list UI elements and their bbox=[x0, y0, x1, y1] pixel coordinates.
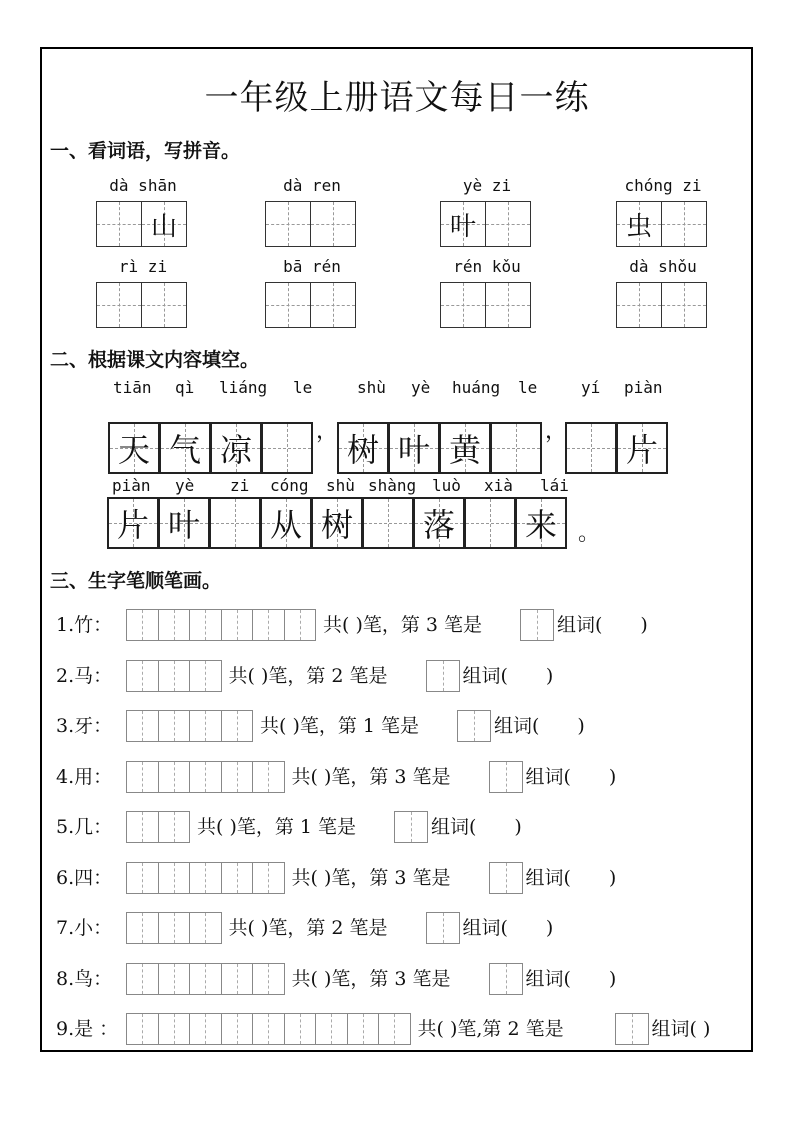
tianzige-cell[interactable] bbox=[515, 497, 567, 549]
word-grid[interactable] bbox=[96, 282, 187, 328]
stroke-count-text: 共( )笔，第 3 笔是 bbox=[291, 765, 451, 788]
pinyin-syllable: liáng bbox=[219, 378, 268, 397]
stroke-row bbox=[56, 963, 746, 997]
tianzige-cell[interactable] bbox=[616, 422, 668, 474]
stroke-row bbox=[56, 609, 746, 643]
tianzige-cell[interactable] bbox=[159, 422, 211, 474]
stroke-answer-box[interactable] bbox=[615, 1013, 649, 1045]
stroke-cell[interactable] bbox=[221, 963, 254, 995]
stroke-row bbox=[56, 761, 746, 795]
stroke-row bbox=[56, 1013, 746, 1047]
word-pinyin: yè zi bbox=[462, 176, 512, 195]
stroke-cell[interactable] bbox=[158, 862, 191, 894]
pinyin-syllable: zi bbox=[230, 476, 250, 495]
cell-char: 叶 bbox=[397, 431, 430, 469]
cell-char bbox=[492, 424, 540, 472]
word-grid[interactable] bbox=[265, 201, 356, 247]
cell-char bbox=[662, 283, 706, 327]
stroke-order-grid[interactable] bbox=[126, 912, 222, 944]
stroke-cell[interactable] bbox=[158, 660, 191, 692]
tianzige-cell[interactable] bbox=[96, 282, 142, 328]
tianzige-cell[interactable] bbox=[661, 201, 707, 247]
tianzige-cell[interactable] bbox=[440, 201, 486, 247]
stroke-cell[interactable] bbox=[126, 710, 159, 742]
stroke-cell[interactable] bbox=[221, 710, 254, 742]
word-group-text: 组词( ) bbox=[525, 967, 617, 990]
cell-char: 树 bbox=[320, 506, 353, 544]
stroke-cell[interactable] bbox=[126, 1013, 159, 1045]
pinyin-syllable: luò bbox=[432, 476, 461, 495]
tianzige-cell[interactable] bbox=[107, 497, 159, 549]
stroke-count-text: 共( )笔,第 2 笔是 bbox=[417, 1018, 564, 1040]
word-pinyin: chóng zi bbox=[624, 176, 702, 195]
stroke-count-text: 共( )笔，第 2 笔是 bbox=[228, 917, 388, 939]
stroke-row-label: 4.用： bbox=[56, 765, 113, 788]
word-grid[interactable] bbox=[440, 201, 531, 247]
tianzige-cell[interactable] bbox=[485, 282, 531, 328]
tianzige-cell[interactable] bbox=[108, 422, 160, 474]
cell-char: 树 bbox=[346, 431, 379, 469]
cell-char: 天 bbox=[117, 431, 150, 469]
cell-char: 虫 bbox=[625, 211, 652, 242]
stroke-cell[interactable] bbox=[126, 862, 159, 894]
cell-char: 凉 bbox=[219, 431, 252, 469]
page-title: 一年级上册语文每日一练 bbox=[204, 78, 590, 118]
period-mark: 。 bbox=[578, 521, 601, 546]
cell-char bbox=[97, 202, 141, 246]
stroke-answer-box[interactable] bbox=[489, 761, 523, 793]
cell-char bbox=[364, 499, 412, 547]
tianzige-cell[interactable] bbox=[141, 282, 187, 328]
stroke-answer-box[interactable] bbox=[457, 710, 491, 742]
stroke-cell[interactable] bbox=[126, 963, 159, 995]
stroke-cell[interactable] bbox=[189, 912, 222, 944]
word-group-text: 组词( ) bbox=[557, 614, 648, 636]
sentence-grid[interactable] bbox=[565, 422, 668, 474]
stroke-cell[interactable] bbox=[252, 963, 285, 995]
cell-char: 从 bbox=[269, 506, 302, 544]
tianzige-cell[interactable] bbox=[265, 282, 311, 328]
stroke-row-label: 3.牙： bbox=[56, 715, 113, 737]
stroke-order-grid[interactable] bbox=[126, 862, 285, 894]
word-group-text: 组词( ) bbox=[462, 917, 554, 939]
tianzige-cell[interactable] bbox=[616, 282, 662, 328]
stroke-answer-box[interactable] bbox=[489, 862, 523, 894]
cell-char: 落 bbox=[422, 506, 455, 544]
stroke-cell[interactable] bbox=[221, 609, 254, 641]
stroke-row bbox=[56, 811, 746, 845]
stroke-cell[interactable] bbox=[158, 710, 191, 742]
stroke-cell[interactable] bbox=[158, 1013, 191, 1045]
stroke-row bbox=[56, 660, 746, 694]
word-grid[interactable] bbox=[616, 282, 707, 328]
stroke-count-text: 共( )笔，第 3 笔是 bbox=[291, 967, 451, 990]
worksheet-frame bbox=[40, 47, 753, 1052]
tianzige-cell[interactable] bbox=[260, 497, 312, 549]
sentence-grid[interactable] bbox=[108, 422, 313, 474]
pinyin-syllable: yè bbox=[175, 476, 195, 495]
stroke-cell[interactable] bbox=[158, 811, 191, 843]
tianzige-cell[interactable] bbox=[310, 201, 356, 247]
stroke-cell[interactable] bbox=[284, 1013, 317, 1045]
stroke-order-grid[interactable] bbox=[126, 660, 222, 692]
cell-char bbox=[441, 283, 485, 327]
stroke-cell[interactable] bbox=[189, 761, 222, 793]
cell-char: 片 bbox=[116, 506, 149, 544]
tianzige-cell[interactable] bbox=[464, 497, 516, 549]
cell-char bbox=[266, 202, 310, 246]
cell-char bbox=[466, 499, 514, 547]
stroke-order-grid[interactable] bbox=[126, 761, 285, 793]
stroke-row-label: 7.小： bbox=[56, 917, 113, 939]
pinyin-syllable: shàng bbox=[368, 476, 417, 495]
word-pinyin: dà ren bbox=[283, 176, 341, 195]
word-group-text: 组词( ) bbox=[525, 866, 617, 889]
cell-char bbox=[567, 424, 615, 472]
stroke-answer-box[interactable] bbox=[426, 912, 460, 944]
pinyin-syllable: le bbox=[518, 378, 538, 397]
stroke-cell[interactable] bbox=[252, 862, 285, 894]
tianzige-cell[interactable] bbox=[158, 497, 210, 549]
tianzige-cell[interactable] bbox=[439, 422, 491, 474]
tianzige-cell[interactable] bbox=[661, 282, 707, 328]
word-pinyin: dà shǒu bbox=[629, 257, 697, 276]
pinyin-syllable: xià bbox=[484, 476, 513, 495]
stroke-order-grid[interactable] bbox=[126, 609, 316, 641]
stroke-cell[interactable] bbox=[189, 1013, 222, 1045]
stroke-cell[interactable] bbox=[126, 811, 159, 843]
cell-char: 气 bbox=[168, 431, 201, 469]
tianzige-cell[interactable] bbox=[96, 201, 142, 247]
cell-char: 山 bbox=[150, 211, 177, 242]
comma-mark: ， bbox=[316, 419, 339, 444]
stroke-cell[interactable] bbox=[189, 963, 222, 995]
cell-char: 叶 bbox=[167, 506, 200, 544]
tianzige-cell[interactable] bbox=[440, 282, 486, 328]
stroke-row-label: 6.四： bbox=[56, 866, 113, 889]
sentence-grid[interactable] bbox=[337, 422, 542, 474]
pinyin-syllable: piàn bbox=[112, 476, 151, 495]
cell-char bbox=[311, 283, 355, 327]
pinyin-syllable: cóng bbox=[270, 476, 309, 495]
cell-char bbox=[142, 283, 186, 327]
comma-mark: ， bbox=[545, 419, 568, 444]
cell-char bbox=[266, 283, 310, 327]
stroke-cell[interactable] bbox=[158, 912, 191, 944]
pinyin-syllable: yí bbox=[581, 378, 601, 397]
word-group-text: 组词( ) bbox=[431, 816, 522, 838]
cell-char: 片 bbox=[625, 431, 658, 469]
word-pinyin: rì zi bbox=[118, 257, 168, 276]
tianzige-cell[interactable] bbox=[616, 201, 662, 247]
stroke-cell[interactable] bbox=[189, 660, 222, 692]
stroke-row-label: 1.竹： bbox=[56, 614, 113, 636]
word-grid[interactable] bbox=[265, 282, 356, 328]
stroke-answer-box[interactable] bbox=[520, 609, 554, 641]
stroke-order-grid[interactable] bbox=[126, 963, 285, 995]
pinyin-syllable: huáng bbox=[452, 378, 501, 397]
cell-char bbox=[263, 424, 311, 472]
cell-char bbox=[211, 499, 259, 547]
word-pinyin: rén kǒu bbox=[453, 257, 521, 276]
stroke-cell[interactable] bbox=[126, 660, 159, 692]
stroke-cell[interactable] bbox=[189, 609, 222, 641]
stroke-row-label: 9.是 ： bbox=[56, 1018, 119, 1040]
pinyin-syllable: shù bbox=[326, 476, 355, 495]
cell-char: 叶 bbox=[449, 211, 476, 242]
cell-char bbox=[662, 202, 706, 246]
pinyin-syllable: piàn bbox=[624, 378, 663, 397]
stroke-cell[interactable] bbox=[378, 1013, 411, 1045]
stroke-cell[interactable] bbox=[252, 761, 285, 793]
cell-char bbox=[311, 202, 355, 246]
section-3-heading: 三、生字笔顺笔画。 bbox=[50, 570, 222, 592]
cell-char: 黄 bbox=[448, 431, 481, 469]
tianzige-cell[interactable] bbox=[210, 422, 262, 474]
pinyin-syllable: tiān bbox=[113, 378, 152, 397]
pinyin-syllable: yè bbox=[411, 378, 431, 397]
tianzige-cell[interactable] bbox=[261, 422, 313, 474]
stroke-row bbox=[56, 862, 746, 896]
stroke-order-grid[interactable] bbox=[126, 710, 253, 742]
cell-char: 来 bbox=[524, 506, 557, 544]
tianzige-cell[interactable] bbox=[490, 422, 542, 474]
word-pinyin: dà shān bbox=[109, 176, 177, 195]
stroke-count-text: 共( )笔，第 1 笔是 bbox=[260, 715, 420, 737]
word-pinyin: bā rén bbox=[283, 257, 341, 276]
stroke-cell[interactable] bbox=[252, 1013, 285, 1045]
stroke-cell[interactable] bbox=[126, 609, 159, 641]
cell-char bbox=[486, 283, 530, 327]
stroke-cell[interactable] bbox=[158, 761, 191, 793]
tianzige-cell[interactable] bbox=[310, 282, 356, 328]
tianzige-cell[interactable] bbox=[311, 497, 363, 549]
stroke-cell[interactable] bbox=[189, 862, 222, 894]
pinyin-syllable: qì bbox=[175, 378, 195, 397]
stroke-cell[interactable] bbox=[189, 710, 222, 742]
word-grid[interactable] bbox=[96, 201, 187, 247]
stroke-answer-box[interactable] bbox=[489, 963, 523, 995]
section-1-heading: 一、看词语，写拼音。 bbox=[50, 140, 241, 162]
stroke-cell[interactable] bbox=[221, 1013, 254, 1045]
stroke-count-text: 共( )笔，第 3 笔是 bbox=[291, 866, 451, 889]
stroke-count-text: 共( )笔，第 2 笔是 bbox=[228, 664, 388, 687]
word-grid[interactable] bbox=[440, 282, 531, 328]
stroke-cell[interactable] bbox=[126, 912, 159, 944]
word-grid[interactable] bbox=[616, 201, 707, 247]
stroke-row-label: 5.几： bbox=[56, 816, 113, 838]
word-group-text: 组词( ) bbox=[494, 715, 585, 737]
stroke-answer-box[interactable] bbox=[394, 811, 428, 843]
tianzige-cell[interactable] bbox=[413, 497, 465, 549]
stroke-cell[interactable] bbox=[126, 761, 159, 793]
pinyin-syllable: lái bbox=[540, 476, 569, 495]
stroke-cell[interactable] bbox=[158, 609, 191, 641]
pinyin-syllable: le bbox=[293, 378, 313, 397]
stroke-row-label: 8.鸟： bbox=[56, 967, 113, 990]
stroke-count-text: 共( )笔，第 1 笔是 bbox=[197, 816, 357, 838]
word-group-text: 组词( ) bbox=[651, 1018, 711, 1040]
stroke-cell[interactable] bbox=[252, 609, 285, 641]
stroke-answer-box[interactable] bbox=[426, 660, 460, 692]
sentence-grid[interactable] bbox=[107, 497, 567, 549]
stroke-order-grid[interactable] bbox=[126, 811, 190, 843]
cell-char bbox=[617, 283, 661, 327]
pinyin-syllable: shù bbox=[357, 378, 386, 397]
section-2-heading: 二、根据课文内容填空。 bbox=[50, 349, 260, 371]
cell-char bbox=[486, 202, 530, 246]
word-group-text: 组词( ) bbox=[525, 765, 617, 788]
cell-char bbox=[97, 283, 141, 327]
word-group-text: 组词( ) bbox=[462, 664, 554, 687]
stroke-cell[interactable] bbox=[347, 1013, 380, 1045]
stroke-cell[interactable] bbox=[221, 761, 254, 793]
tianzige-cell[interactable] bbox=[337, 422, 389, 474]
tianzige-cell[interactable] bbox=[565, 422, 617, 474]
tianzige-cell[interactable] bbox=[485, 201, 531, 247]
stroke-count-text: 共( )笔，第 3 笔是 bbox=[323, 614, 483, 636]
stroke-order-grid[interactable] bbox=[126, 1013, 411, 1045]
stroke-cell[interactable] bbox=[315, 1013, 348, 1045]
stroke-cell[interactable] bbox=[158, 963, 191, 995]
stroke-cell[interactable] bbox=[284, 609, 317, 641]
tianzige-cell[interactable] bbox=[265, 201, 311, 247]
stroke-row bbox=[56, 710, 746, 744]
stroke-row bbox=[56, 912, 746, 946]
stroke-cell[interactable] bbox=[221, 862, 254, 894]
tianzige-cell[interactable] bbox=[209, 497, 261, 549]
tianzige-cell[interactable] bbox=[141, 201, 187, 247]
tianzige-cell[interactable] bbox=[388, 422, 440, 474]
stroke-row-label: 2.马： bbox=[56, 664, 113, 687]
tianzige-cell[interactable] bbox=[362, 497, 414, 549]
